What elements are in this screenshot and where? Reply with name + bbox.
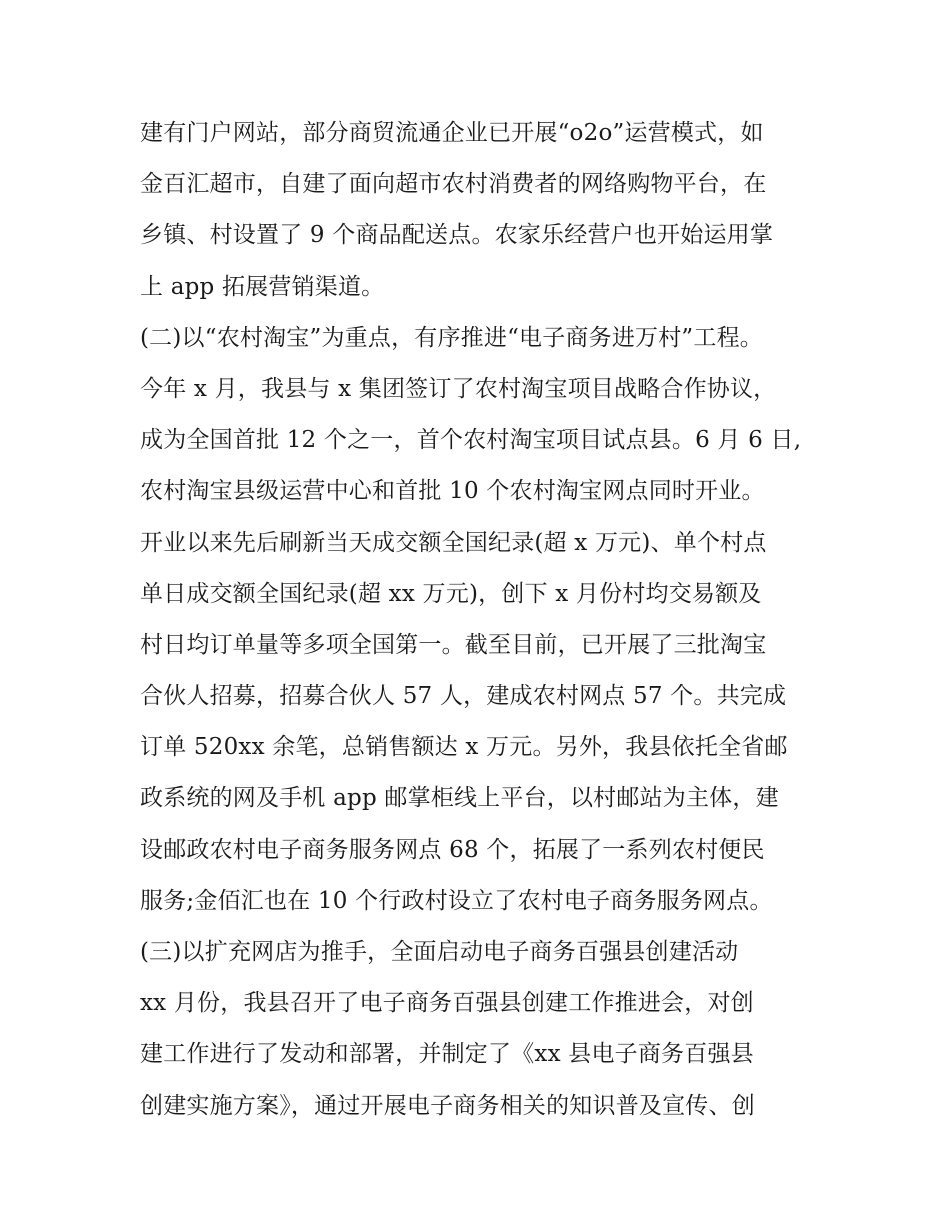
text-line: 建有门户网站，部分商贸流通企业已开展“o2o”运营模式，如: [140, 120, 764, 146]
text-line: 开业以来先后刷新当天成交额全国纪录(超 x 万元)、单个村点: [140, 529, 767, 556]
section-heading-2: (二)以“农村淘宝”为重点，有序推进“电子商务进万村”工程。: [140, 324, 763, 351]
text-line: 设邮政农村电子商务服务网点 68 个，拓展了一系列农村便民: [140, 836, 765, 863]
text-line: 建工作进行了发动和部署，并制定了《xx 县电子商务百强县: [140, 1041, 754, 1068]
text-line: 金百汇超市，自建了面向超市农村消费者的网络购物平台，在: [140, 171, 767, 198]
text-line: 单日成交额全国纪录(超 xx 万元)，创下 x 月份村均交易额及: [140, 580, 762, 607]
text-line: 村日均订单量等多项全国第一。截至目前，已开展了三批淘宝: [140, 631, 767, 658]
text-line: 上 app 拓展营销渠道。: [140, 273, 385, 300]
text-line: 服务;金佰汇也在 10 个行政村设立了农村电子商务服务网点。: [140, 887, 773, 914]
text-line: 订单 520xx 余笔，总销售额达 x 万元。另外，我县依托全省邮: [140, 734, 788, 761]
text-line: 乡镇、村设置了 9 个商品配送点。农家乐经营户也开始运用掌: [140, 222, 774, 249]
text-line: 政系统的网及手机 app 邮掌柜线上平台，以村邮站为主体，建: [140, 785, 779, 812]
text-line: 成为全国首批 12 个之一，首个农村淘宝项目试点县。6 月 6 日,: [140, 427, 802, 454]
section-heading-3: (三)以扩充网店为推手，全面启动电子商务百强县创建活动: [140, 939, 739, 965]
text-line: 农村淘宝县级运营中心和首批 10 个农村淘宝网点同时开业。: [140, 478, 765, 505]
text-line: xx 月份，我县召开了电子商务百强县创建工作推进会，对创: [140, 990, 754, 1017]
text-line: 创建实施方案》，通过开展电子商务相关的知识普及宣传、创: [140, 1092, 755, 1119]
text-line: 今年 x 月，我县与 x 集团签订了农村淘宝项目战略合作协议，: [140, 375, 777, 402]
text-line: 合伙人招募，招募合伙人 57 人，建成农村网点 57 个。共完成: [140, 683, 787, 710]
body-text: [140, 108, 820, 1132]
